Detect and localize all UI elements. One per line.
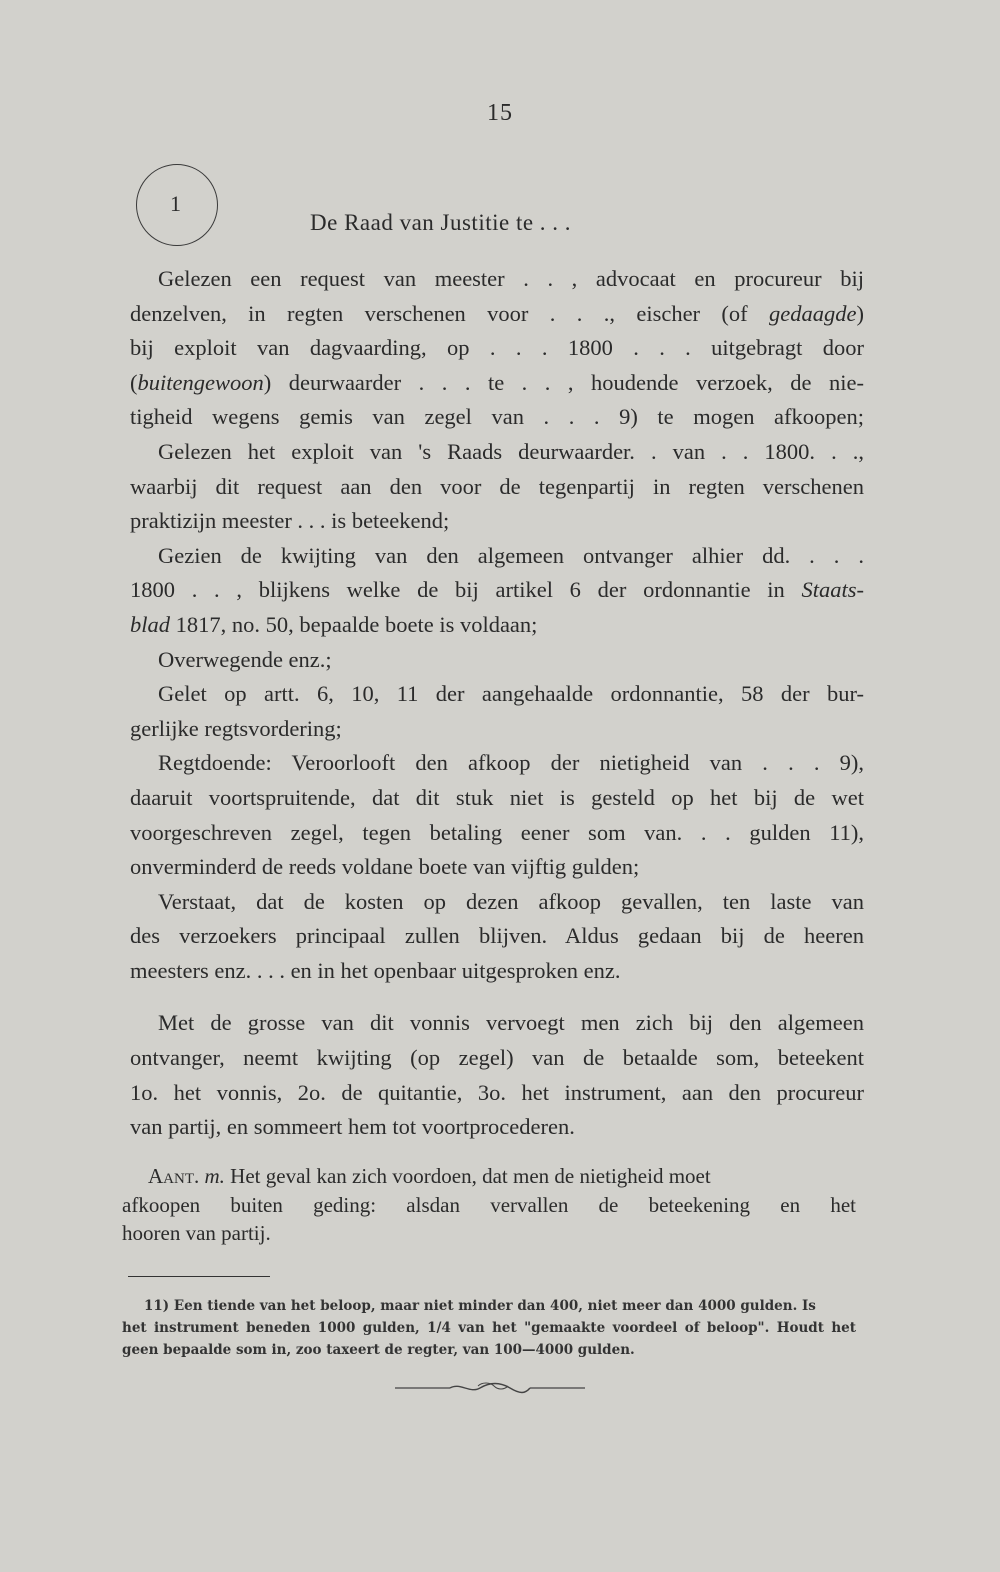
body-line: meesters enz. . . . en in het openbaar uitgesproken enz. xyxy=(130,957,621,983)
body-line: Gelet op artt. 6, 10, 11 der aangehaalde ordonnantie, 58 der bur- xyxy=(158,681,864,707)
body-line: Gelezen het exploit van 's Raads deurwaarder. . van . . 1800. . ., xyxy=(158,438,864,464)
body-line: voorgeschreven zegel, tegen betaling eener som van. . . gulden 11), xyxy=(130,819,864,845)
body-line: bij exploit van dagvaarding, op . . . 1800 . . . uitgebragt door xyxy=(130,335,864,361)
annotation-label: Aant. xyxy=(148,1164,200,1188)
body-line: waarbij dit request aan den voor de tegenpartij in regten verschenen xyxy=(130,473,864,499)
body-line: blad 1817, no. 50, bepaalde boete is voldaan; xyxy=(130,611,538,637)
body-line: daaruit voortspruitende, dat dit stuk niet is gesteld op het bij de wet xyxy=(130,784,864,810)
body-line: tigheid wegens gemis van zegel van . . . 9) te mogen afkoopen; xyxy=(130,404,864,430)
annotation-line: Aant. m. Het geval kan zich voordoen, dat men de nietigheid moet xyxy=(148,1164,711,1188)
body-line: praktizijn meester . . . is beteekend; xyxy=(130,508,450,534)
footnote-line: geen bepaalde som in, zoo taxeert de regter, van 100—4000 gulden. xyxy=(122,1342,635,1358)
body-line: 1800 . . , blijkens welke de bij artikel 6 der ordonnantie in Staats- xyxy=(130,577,864,603)
body-line: denzelven, in regten verschenen voor . . ., eischer (of gedaagde) xyxy=(130,300,864,326)
footnote-divider xyxy=(128,1276,270,1277)
body-line: onverminderd de reeds voldane boete van vijftig gulden; xyxy=(130,854,640,880)
body-line: van partij, en sommeert hem tot voortprocederen. xyxy=(130,1114,575,1140)
body-line: Gelezen een request van meester . . , advocaat en procureur bij xyxy=(158,266,864,291)
form-number-circle xyxy=(136,164,218,246)
footnote xyxy=(122,1295,856,1361)
page-number: 15 xyxy=(487,100,513,126)
annotation-letter: m. xyxy=(204,1164,225,1188)
body-line: ontvanger, neemt kwijting (op zegel) van de betaalde som, beteekent xyxy=(130,1045,864,1071)
body-line: Regtdoende: Veroorlooft den afkoop der nietigheid van . . . 9), xyxy=(158,750,864,776)
form-number: 1 xyxy=(170,191,181,216)
body-line: des verzoekers principaal zullen blijven. Aldus gedaan bij de heeren xyxy=(130,923,864,949)
annotation-line: afkoopen buiten geding: alsdan vervallen de beteekening en het xyxy=(122,1192,856,1217)
body-line: Met de grosse van dit vonnis vervoegt men zich bij den algemeen xyxy=(158,1010,864,1036)
decorative-ornament-icon xyxy=(390,1380,590,1396)
body-line: Overwegende enz.; xyxy=(158,646,332,672)
annotation xyxy=(122,1162,856,1248)
body-line: Gezien de kwijting van den algemeen ontvanger alhier dd. . . . xyxy=(158,542,864,568)
footnote-line: het instrument beneden 1000 gulden, 1/4 van het "gemaakte voordeel of beloop". Houdt het xyxy=(122,1320,856,1336)
document-heading: De Raad van Justitie te . . . xyxy=(310,210,572,235)
decision-body xyxy=(130,262,864,1145)
body-line: Verstaat, dat de kosten op dezen afkoop gevallen, ten laste van xyxy=(158,888,864,914)
footnote-line: 11) Een tiende van het beloop, maar niet minder dan 400, niet meer dan 4000 gulden. Is xyxy=(144,1298,816,1314)
body-line: gerlijke regtsvordering; xyxy=(130,715,342,741)
body-line: 1o. het vonnis, 2o. de quitantie, 3o. het instrument, aan den procureur xyxy=(130,1079,864,1105)
body-line: (buitengewoon) deurwaarder . . . te . . , houdende verzoek, de nie- xyxy=(130,369,864,395)
annotation-line: hooren van partij. xyxy=(122,1221,271,1245)
